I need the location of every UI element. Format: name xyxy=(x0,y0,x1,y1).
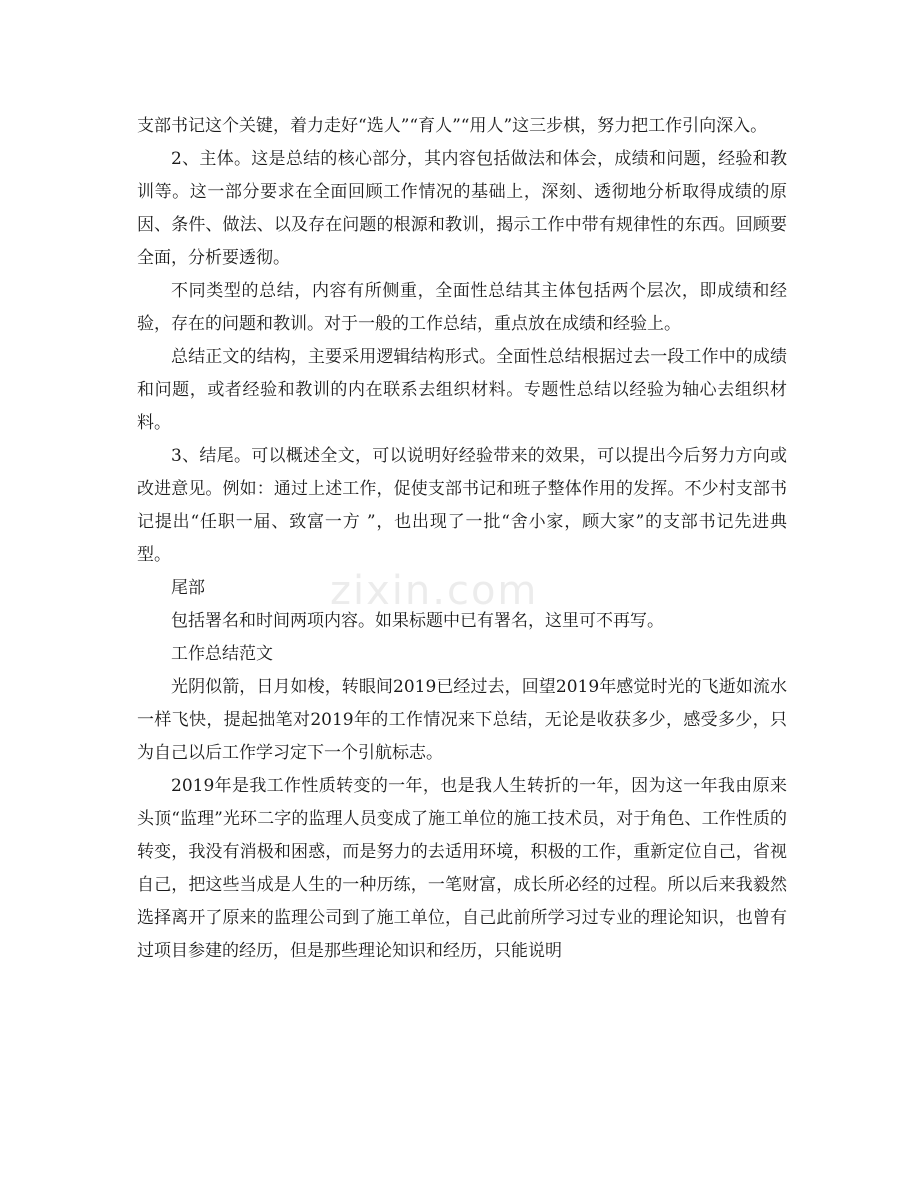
section-heading-tail: 尾部 xyxy=(171,578,205,598)
section-heading-sample: 工作总结范文 xyxy=(171,644,273,664)
paragraph-sample-body: 2019年是我工作性质转变的一年，也是我人生转折的一年，因为这一年我由原来头顶“监理”光环二字的监理人员变成了施工单位的施工技术员，对于角色、工作性质的转变，我没有消极和困惑，而是努力的去适用环境，积极的工作，重新定位自己，省视自己，把这些当成是人生的一种历练，一笔财富，成长所必经的过程。所以后来我毅然选择离开了原来的监理公司到了施工单位，自己此前所学习过专业的理论知识，也曾有过项目参建的经历，但是那些理论知识和经历，只能说明 xyxy=(137,776,787,961)
paragraph-continuation: 支部书记这个关键，着力走好“选人”“育人”“用人”这三步棋，努力把工作引向深入。 xyxy=(137,116,768,136)
paragraph-signature: 包括署名和时间两项内容。如果标题中已有署名，这里可不再写。 xyxy=(171,611,664,631)
paragraph-main-body: 2、主体。这是总结的核心部分，其内容包括做法和体会，成绩和问题，经验和教训等。这一部分要求在全面回顾工作情况的基础上，深刻、透彻地分析取得成绩的原因、条件、做法、以及存在问题的根源和教训，揭示工作中带有规律性的东西。回顾要全面，分析要透彻。 xyxy=(137,149,787,268)
paragraph-structure: 总结正文的结构，主要采用逻辑结构形式。全面性总结根据过去一段工作中的成绩和问题，或者经验和教训的内在联系去组织材料。专题性总结以经验为轴心去组织材料。 xyxy=(137,347,787,433)
paragraph-sample-intro: 光阴似箭，日月如梭，转眼间2019已经过去，回望2019年感觉时光的飞逝如流水一样飞快，提起拙笔对2019年的工作情况来下总结，无论是收获多少，感受多少，只为自己以后工作学习定下一个引航标志。 xyxy=(137,677,787,763)
paragraph-types: 不同类型的总结，内容有所侧重，全面性总结其主体包括两个层次，即成绩和经验，存在的问题和教训。对于一般的工作总结，重点放在成绩和经验上。 xyxy=(137,281,787,334)
watermark: zixin.com xyxy=(330,568,539,614)
paragraph-ending: 3、结尾。可以概述全文，可以说明好经验带来的效果，可以提出今后努力方向或改进意见。例如：通过上述工作，促使支部书记和班子整体作用的发挥。不少村支部书记提出“任职一届、致富一方 ”，也出现了一批“舍小家，顾大家”的支部书记先进典型。 xyxy=(137,446,787,565)
document-body xyxy=(137,110,787,968)
